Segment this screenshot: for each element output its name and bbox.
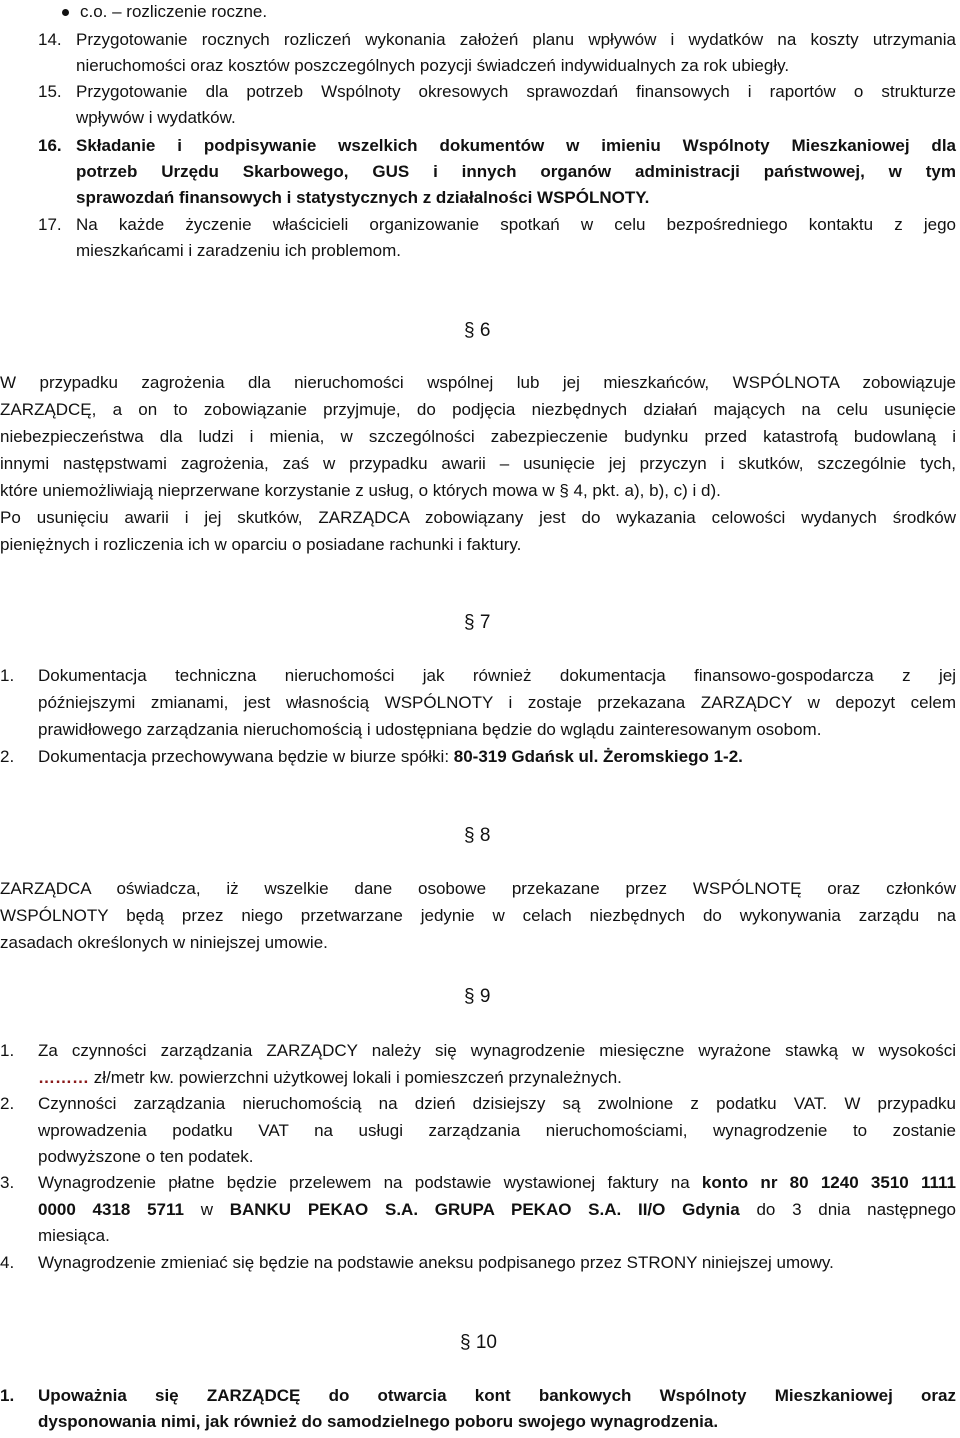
section-heading: § 10	[460, 1332, 497, 1353]
paragraph-line: Po usunięciu awarii i jej skutków, ZARZĄDCA zobowiązany jest do wykazania celowości wydanych środków	[0, 508, 956, 527]
rate-placeholder: ………	[38, 1068, 89, 1087]
list-item-text: Wynagrodzenie zmieniać się będzie na podstawie aneksu podpisanego przez STRONY niniejszej umowy.	[38, 1253, 834, 1272]
list-number: 16.	[38, 136, 62, 155]
account-number: konto nr 80 1240 3510 1111	[701, 1173, 956, 1192]
bullet-item: c.o. – rozliczenie roczne.	[80, 2, 268, 21]
list-number: 2.	[0, 1094, 15, 1113]
list-number: 4.	[0, 1253, 15, 1272]
paragraph-line: ZARZĄDCA oświadcza, iż wszelkie dane osobowe przekazane przez WSPÓLNOTĘ oraz członków	[0, 879, 956, 898]
list-number: 17.	[38, 215, 62, 234]
list-item-text: Upoważnia się ZARZĄDCĘ do otwarcia kont bankowych Wspólnoty Mieszkaniowej oraz	[38, 1386, 956, 1405]
rate-unit-text: zł/metr kw. powierzchni użytkowej lokali i pomieszczeń przynależnych.	[89, 1068, 622, 1087]
list-number: 3.	[0, 1173, 15, 1192]
section-heading: § 9	[464, 986, 491, 1007]
list-item-text: wprowadzenia podatku VAT na usługi zarządzania nieruchomościami, wynagrodzenie to zostanie	[38, 1121, 956, 1140]
list-item-text: prawidłowego zarządzania nieruchomością i udostępniana będzie do wglądu zainteresowanym osobom.	[38, 720, 822, 739]
bullet-icon	[62, 9, 69, 16]
list-item-text: Przygotowanie rocznych rozliczeń wykonania założeń planu wpływów i wydatków na koszty utrzymania	[76, 30, 956, 49]
account-number-cont: 0000 4318 5711	[38, 1200, 184, 1219]
list-item-text: podwyższone o ten podatek.	[38, 1147, 254, 1166]
paragraph-line: innymi następstwami zagrożenia, zaś w przypadku awarii – usunięcie jej przyczyn i skutków, szczególnie tych,	[0, 454, 956, 473]
office-address: 80-319 Gdańsk ul. Żeromskiego 1-2.	[453, 747, 743, 766]
list-item-text	[38, 1173, 956, 1193]
list-number: 14.	[38, 30, 62, 49]
paragraph-line: ZARZĄDCĘ, a on to zobowiązanie przyjmuje, do podjęcia niezbędnych działań mających na celu usunięcie	[0, 400, 956, 419]
list-item-text	[38, 1200, 956, 1220]
list-item-text	[38, 1068, 622, 1088]
payment-text: w	[183, 1200, 230, 1219]
list-item-text: Na każde życzenie właścicieli organizowanie spotkań w celu bezpośredniego kontaktu z jego	[76, 215, 956, 234]
list-number: 15.	[38, 82, 62, 101]
list-item-text: sprawozdań finansowych i statystycznych z działalności WSPÓLNOTY.	[76, 188, 650, 207]
list-item-text: Czynności zarządzania nieruchomością na dzień dzisiejszy są zwolnione z podatku VAT. W przypadku	[38, 1094, 956, 1113]
list-item-text: dysponowania nimi, jak również do samodzielnego poboru swojego wynagrodzenia.	[38, 1412, 719, 1431]
list-item-text: Dokumentacja techniczna nieruchomości jak również dokumentacja finansowo-gospodarcza z jej	[38, 666, 956, 685]
paragraph-line: które uniemożliwiają nieprzerwane korzystanie z usług, o których mowa w § 4, pkt. a), b), c) i d).	[0, 481, 721, 500]
paragraph-line: niebezpieczeństwa dla ludzi i mienia, w szczególności zabezpieczenie budynku przed katastrofą budowlaną i	[0, 427, 956, 446]
list-item-text: miesiąca.	[38, 1226, 110, 1245]
address-intro: Dokumentacja przechowywana będzie w biurze spółki:	[38, 747, 454, 766]
payment-text: Wynagrodzenie płatne będzie przelewem na podstawie wystawionej faktury na	[38, 1173, 702, 1192]
paragraph-line: WSPÓLNOTY będą przez niego przetwarzane jedynie w celach niezbędnych do wykonywania zarządu na	[0, 906, 956, 925]
list-number: 1.	[0, 1041, 15, 1060]
list-item-text: Za czynności zarządzania ZARZĄDCY należy się wynagrodzenie miesięczne wyrażone stawką w wysokości	[38, 1041, 956, 1060]
list-number: 1.	[0, 1386, 15, 1405]
payment-text: do 3 dnia następnego	[739, 1200, 956, 1219]
list-item-text: wpływów i wydatków.	[76, 108, 236, 127]
bank-name: BANKU PEKAO S.A. GRUPA PEKAO S.A. II/O Gdynia	[229, 1200, 740, 1219]
list-item-text: mieszkańcami i zaradzeniu ich problemom.	[76, 241, 402, 260]
paragraph-line: pieniężnych i rozliczenia ich w oparciu o posiadane rachunki i faktury.	[0, 535, 522, 554]
list-item-text: późniejszymi zmianami, jest własnością WSPÓLNOTY i zostaje przekazana ZARZĄDCY w depozyt celem	[38, 693, 956, 712]
section-heading: § 7	[464, 612, 491, 633]
list-item-text: nieruchomości oraz kosztów poszczególnych pozycji świadczeń indywidualnych za rok ubiegły.	[76, 56, 790, 75]
list-item-text: Przygotowanie dla potrzeb Wspólnoty okresowych sprawozdań finansowych i raportów o strukturze	[76, 82, 956, 101]
paragraph-line: W przypadku zagrożenia dla nieruchomości wspólnej lub jej mieszkańców, WSPÓLNOTA zobowiązuje	[0, 373, 956, 392]
section-heading: § 6	[464, 320, 491, 341]
list-number: 2.	[0, 747, 15, 766]
paragraph-line: zasadach określonych w niniejszej umowie.	[0, 933, 328, 952]
list-item-text	[38, 747, 743, 767]
list-number: 1.	[0, 666, 15, 685]
list-item-text: Składanie i podpisywanie wszelkich dokumentów w imieniu Wspólnoty Mieszkaniowej dla	[76, 136, 956, 155]
list-item-text: potrzeb Urzędu Skarbowego, GUS i innych organów administracji państwowej, w tym	[76, 162, 956, 181]
section-heading: § 8	[464, 825, 491, 846]
